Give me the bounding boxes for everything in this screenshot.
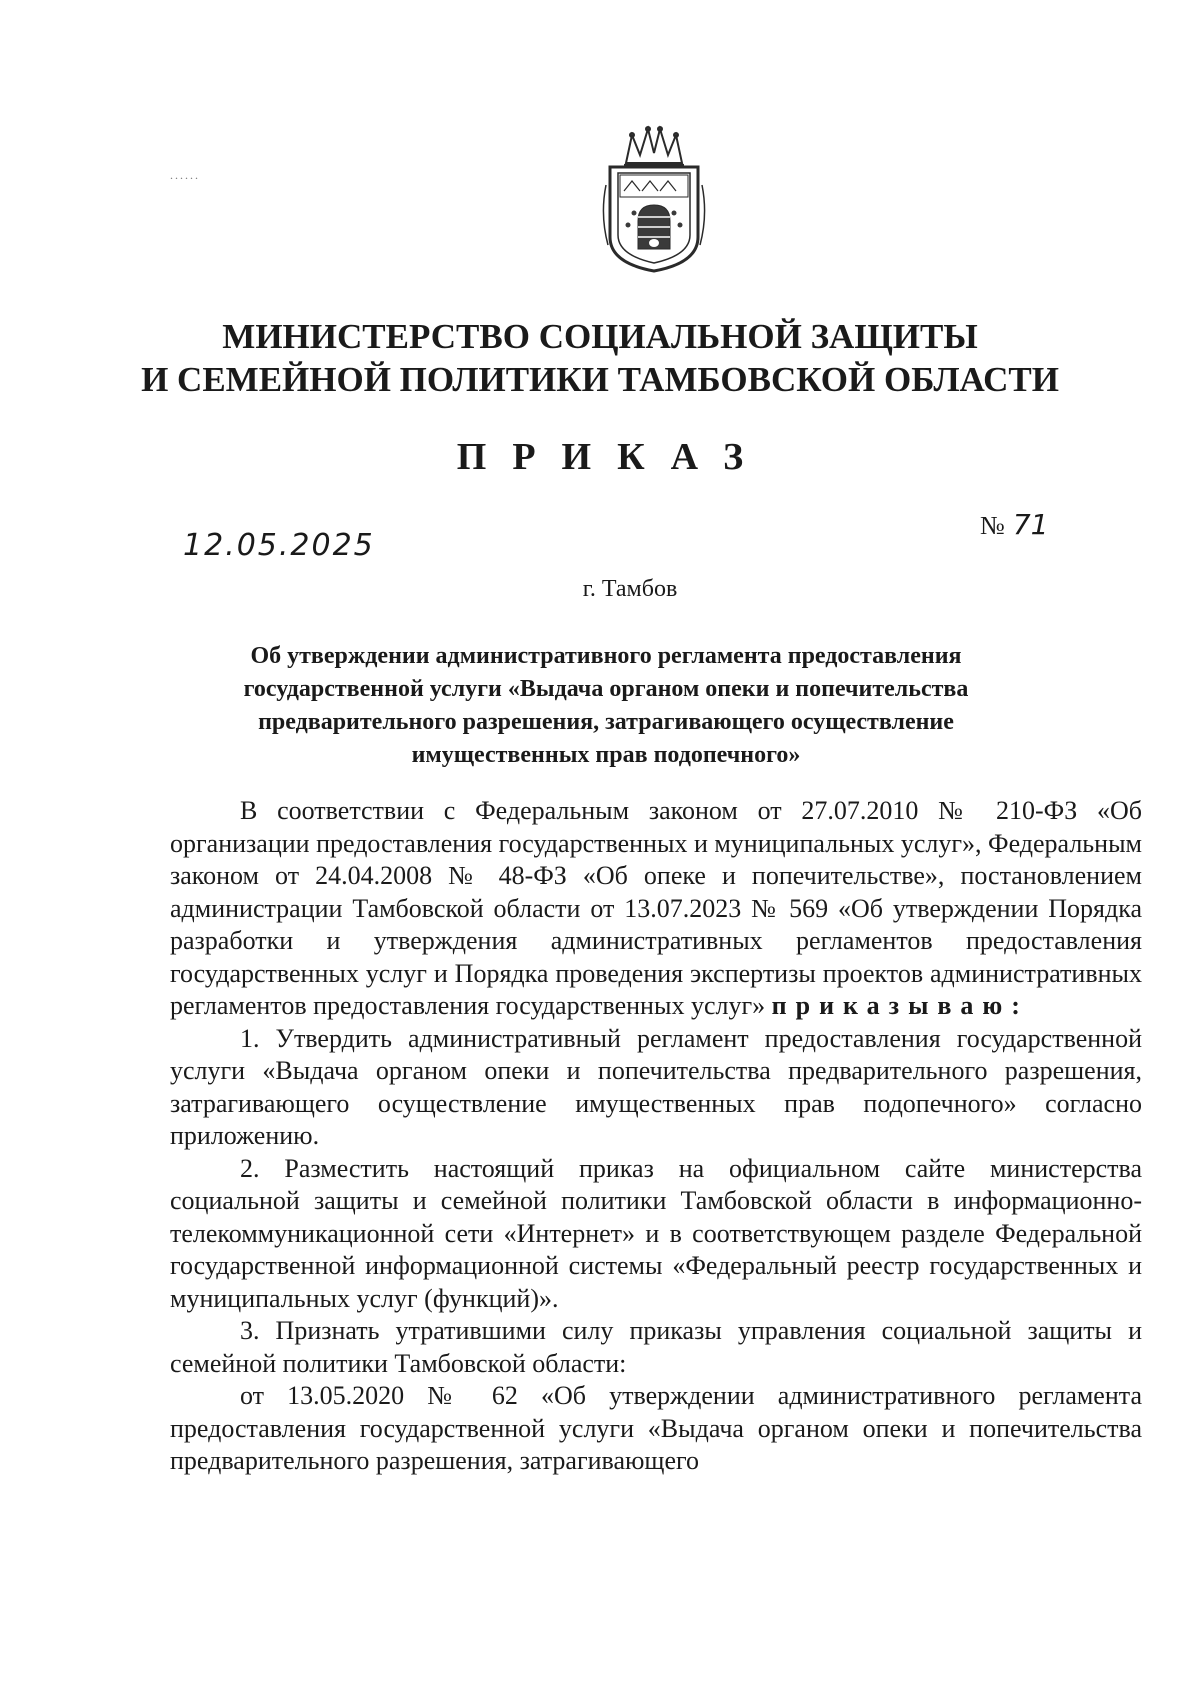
subject-line-4: имущественных прав подопечного» [411,742,801,768]
clause-1-paragraph: 1. Утвердить административный регламент предоставления государственной услуги «Выдача органом опеки и попечительства предварительного разрешения, затрагивающего осуществление имущественных прав подопечного» согласно приложению. [170,1023,1142,1150]
order-subject [170,640,1042,772]
preamble-paragraph [170,795,1142,1023]
order-heading: ПРИКАЗ [456,436,770,478]
clause-3-paragraph: 3. Признать утратившими силу приказы управления социальной защиты и семейной политики Тамбовской области: [170,1316,1142,1378]
clause-3-item-paragraph: от 13.05.2020 № 62 «Об утверждении административного регламента предоставления государственной услуги «Выдача органом опеки и попечительства предварительного разрешения, затрагивающего [170,1381,1142,1475]
preamble-text: В соответствии с Федеральным законом от 27.07.2010 № 210-ФЗ «Об организации предоставления государственных и муниципальных услуг», Федеральным законом от 24.04.2008 № 48-ФЗ «Об опеке и попечительстве», постановлением администрации Тамбовской области от 13.07.2023 № 569 «Об утверждении Порядка разработки и утверждения административных регламентов предоставления государственных услуг и Порядка проведения экспертизы проектов административных регламентов предоставления государственных услуг» [170,796,1142,1020]
subject-line-2: государственной услуги «Выдача органом опеки и попечительства [243,676,969,702]
order-number-value: 71 [1012,508,1049,541]
ministry-title [0,315,1200,401]
order-number-label: № [980,511,1005,540]
subject-line-1: Об утверждении административного регламента предоставления [250,643,962,669]
ministry-title-line-2: И СЕМЕЙНОЙ ПОЛИТИКИ ТАМБОВСКОЙ ОБЛАСТИ [141,360,1059,399]
order-date: 12.05.2025 [183,528,375,563]
coat-of-arms-icon [598,125,710,275]
order-number [980,508,1048,541]
ministry-title-line-1: МИНИСТЕРСТВО СОЦИАЛЬНОЙ ЗАЩИТЫ [222,317,978,356]
order-city: г. Тамбов [582,576,678,602]
scan-dots: ...... [170,168,200,182]
subject-line-3: предварительного разрешения, затрагивающего осуществление [258,709,954,735]
clause-2-paragraph: 2. Разместить настоящий приказ на официальном сайте министерства социальной защиты и семейной политики Тамбовской области в информационно-телекоммуникационной сети «Интернет» и в соответствующем разделе Федеральной государственной информационной системы «Федеральный реестр государственных и муниципальных услуг (функций)». [170,1153,1142,1313]
command-word: приказываю: [771,991,1029,1020]
order-body [170,795,1142,1478]
